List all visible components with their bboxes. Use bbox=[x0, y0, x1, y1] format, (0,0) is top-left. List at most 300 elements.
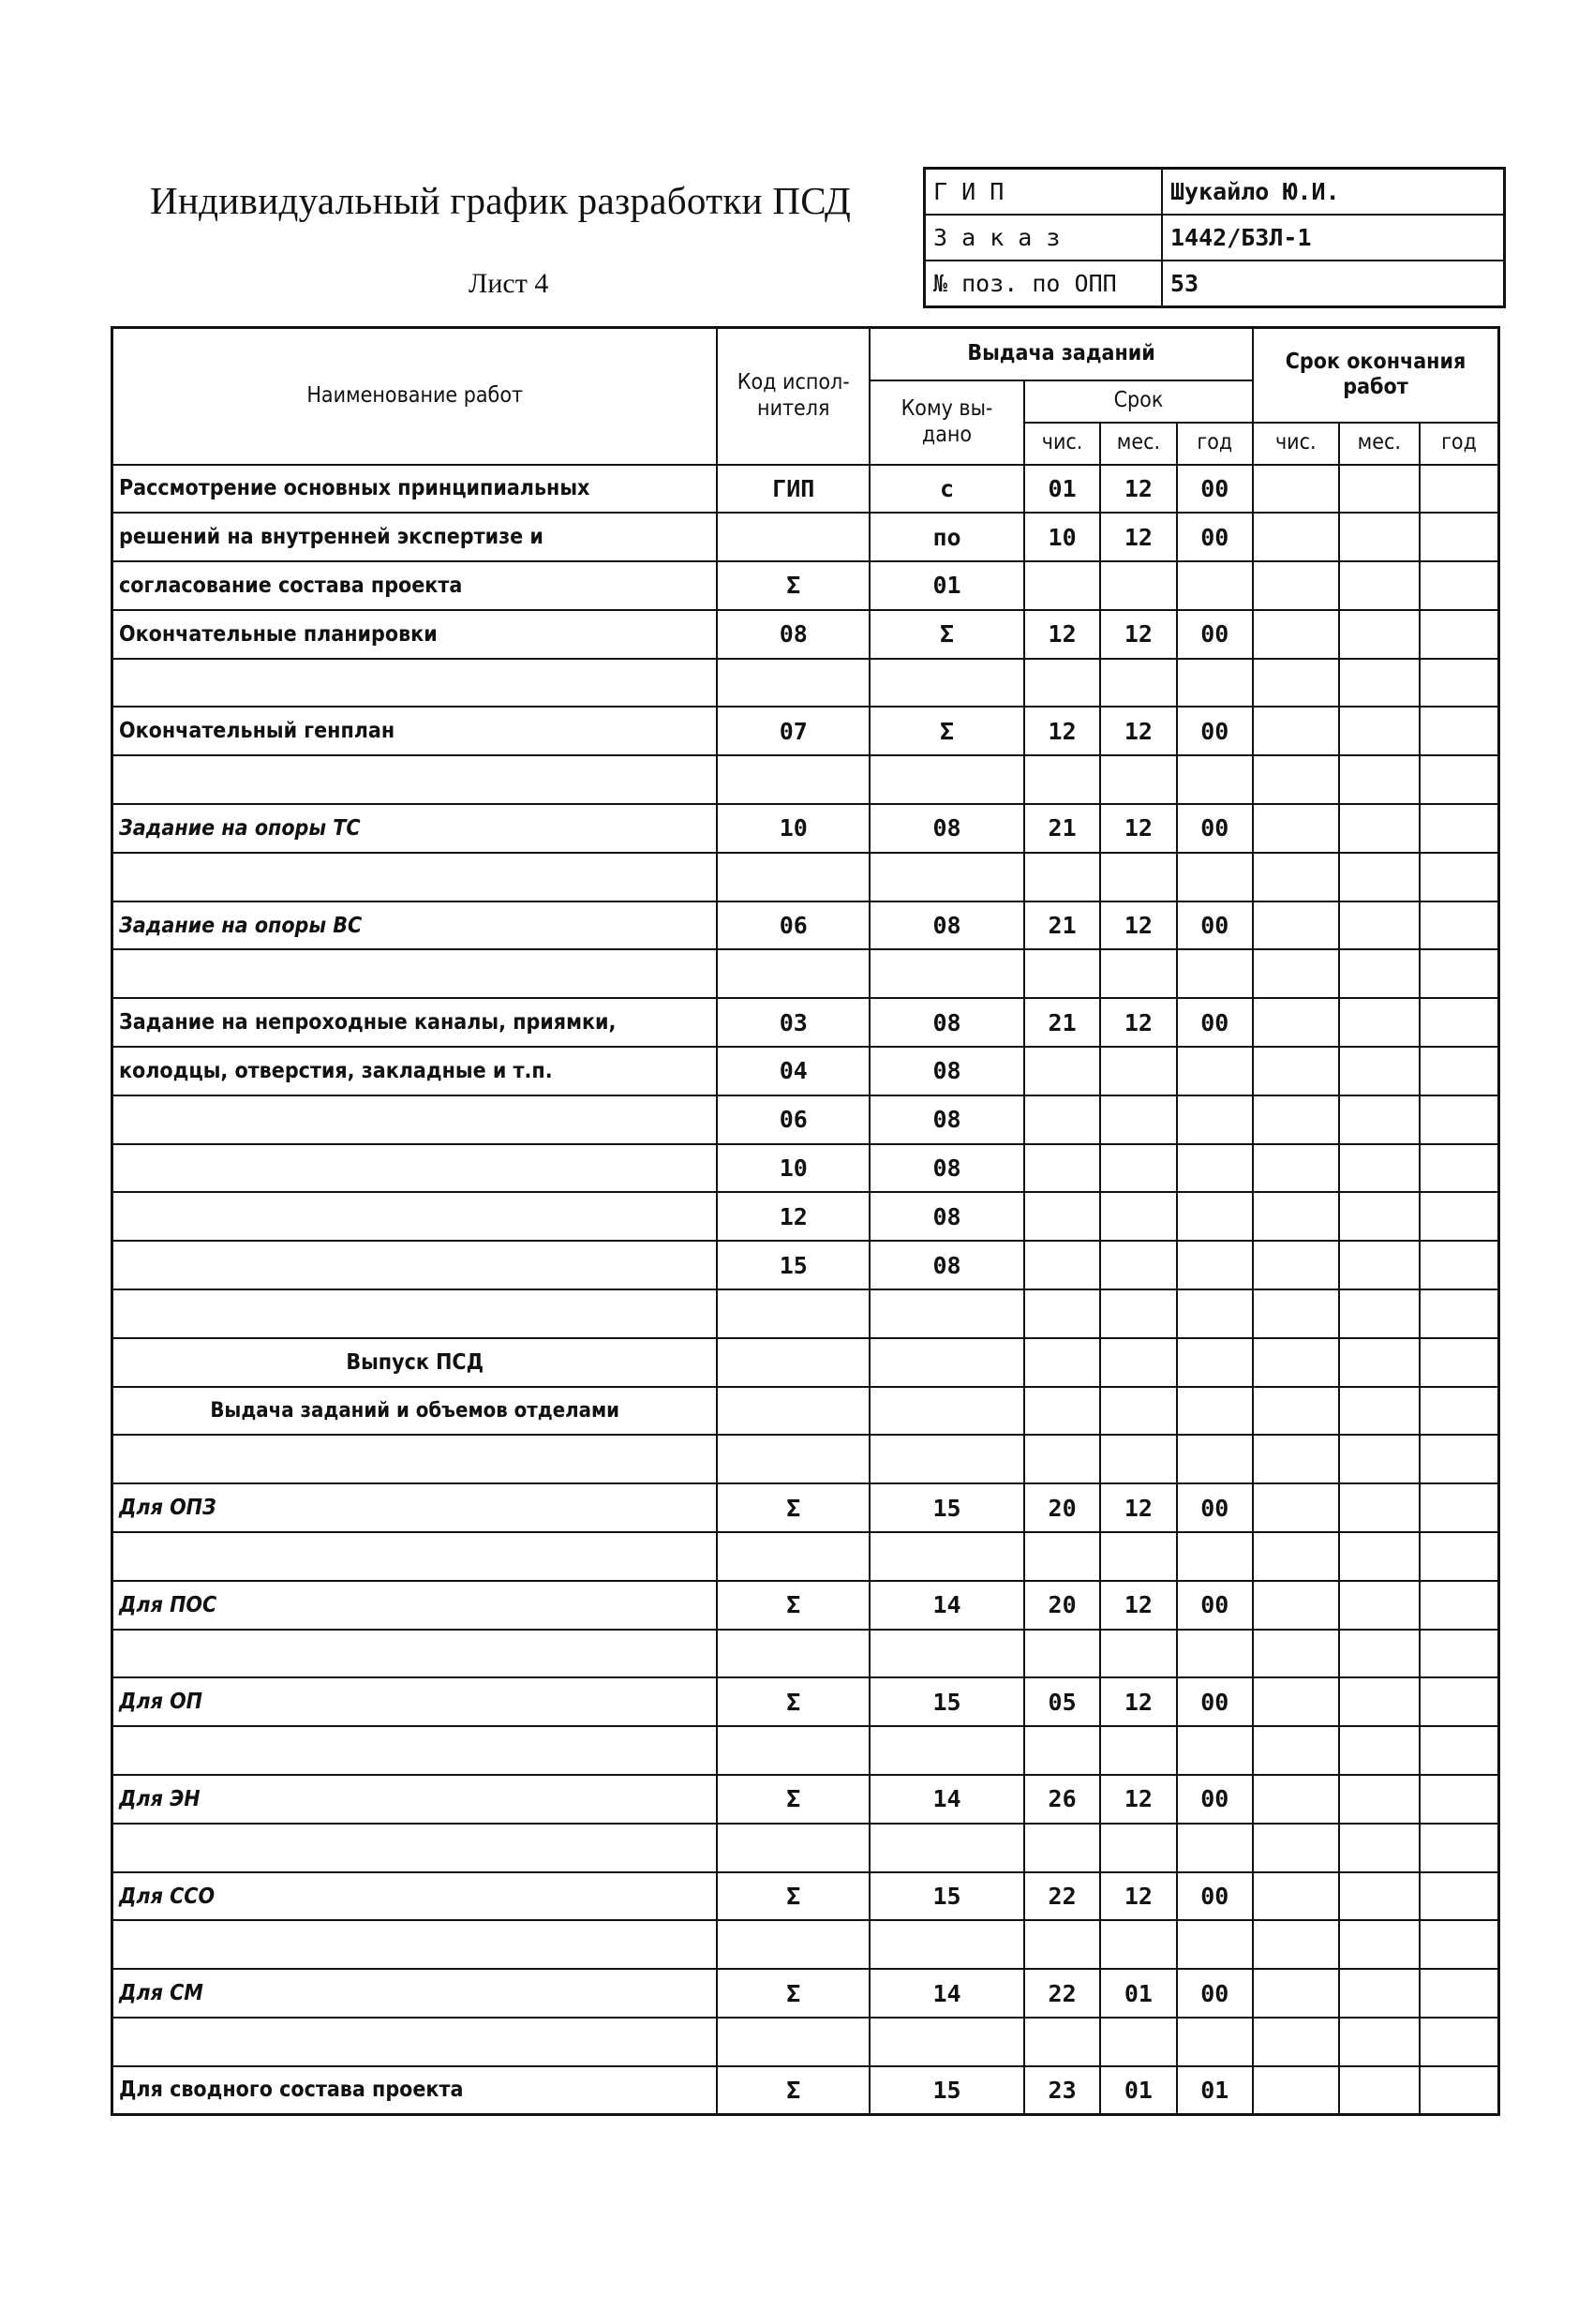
term-month: 01 bbox=[1100, 1969, 1176, 2018]
term-year: 00 bbox=[1177, 707, 1253, 755]
end-year bbox=[1420, 1241, 1499, 1289]
work-name: Для ОПЗ bbox=[112, 1483, 718, 1532]
term-day bbox=[1024, 1144, 1100, 1193]
info-label: № поз. по ОПП bbox=[925, 261, 1163, 307]
issued-to: 08 bbox=[870, 1095, 1024, 1144]
executor-code bbox=[717, 1824, 870, 1872]
end-month bbox=[1339, 1387, 1420, 1436]
issued-to bbox=[870, 2018, 1024, 2066]
term-day bbox=[1024, 1387, 1100, 1436]
term-year bbox=[1177, 1338, 1253, 1387]
end-year bbox=[1420, 2066, 1499, 2115]
term-day bbox=[1024, 1289, 1100, 1338]
term-month bbox=[1100, 1192, 1176, 1241]
term-month bbox=[1100, 949, 1176, 998]
end-day bbox=[1253, 1144, 1339, 1193]
work-name bbox=[112, 2018, 718, 2066]
end-year bbox=[1420, 707, 1499, 755]
end-month bbox=[1339, 804, 1420, 853]
end-year bbox=[1420, 610, 1499, 659]
end-year bbox=[1420, 1581, 1499, 1630]
term-year bbox=[1177, 1532, 1253, 1581]
end-day bbox=[1253, 949, 1339, 998]
end-day bbox=[1253, 1435, 1339, 1483]
executor-code bbox=[717, 1338, 870, 1387]
issued-to bbox=[870, 1630, 1024, 1678]
table-row bbox=[112, 1095, 1499, 1144]
end-day bbox=[1253, 1047, 1339, 1095]
executor-code bbox=[717, 2018, 870, 2066]
executor-code: 08 bbox=[717, 610, 870, 659]
term-day: 12 bbox=[1024, 707, 1100, 755]
end-month bbox=[1339, 2018, 1420, 2066]
work-name bbox=[112, 1920, 718, 1969]
term-year bbox=[1177, 561, 1253, 610]
end-day bbox=[1253, 1532, 1339, 1581]
term-day bbox=[1024, 1338, 1100, 1387]
end-year bbox=[1420, 1969, 1499, 2018]
end-day bbox=[1253, 755, 1339, 804]
term-year: 00 bbox=[1177, 1969, 1253, 2018]
term-month bbox=[1100, 1338, 1176, 1387]
end-year bbox=[1420, 1387, 1499, 1436]
end-day bbox=[1253, 1095, 1339, 1144]
project-info-table bbox=[923, 167, 1506, 308]
work-name: Для ПОС bbox=[112, 1581, 718, 1630]
col-header-end-year: год bbox=[1420, 423, 1499, 465]
term-month: 12 bbox=[1100, 610, 1176, 659]
executor-code bbox=[717, 1726, 870, 1775]
end-year bbox=[1420, 1726, 1499, 1775]
term-month: 12 bbox=[1100, 465, 1176, 514]
end-month bbox=[1339, 707, 1420, 755]
term-day bbox=[1024, 1630, 1100, 1678]
term-day bbox=[1024, 1532, 1100, 1581]
table-row bbox=[112, 949, 1499, 998]
end-month bbox=[1339, 1726, 1420, 1775]
end-year bbox=[1420, 513, 1499, 561]
term-month: 12 bbox=[1100, 513, 1176, 561]
end-month bbox=[1339, 853, 1420, 901]
end-day bbox=[1253, 1289, 1339, 1338]
col-header-day: чис. bbox=[1024, 423, 1100, 465]
work-name bbox=[112, 755, 718, 804]
end-year bbox=[1420, 1338, 1499, 1387]
term-month: 01 bbox=[1100, 2066, 1176, 2115]
term-month bbox=[1100, 1144, 1176, 1193]
work-name: колодцы, отверстия, закладные и т.п. bbox=[112, 1047, 718, 1095]
term-year: 00 bbox=[1177, 998, 1253, 1047]
col-header-year: год bbox=[1177, 423, 1253, 465]
issued-to: 08 bbox=[870, 1047, 1024, 1095]
end-month bbox=[1339, 1338, 1420, 1387]
end-month bbox=[1339, 901, 1420, 950]
term-year: 00 bbox=[1177, 465, 1253, 514]
term-month bbox=[1100, 853, 1176, 901]
end-year bbox=[1420, 1532, 1499, 1581]
work-name bbox=[112, 949, 718, 998]
term-month bbox=[1100, 1435, 1176, 1483]
end-year bbox=[1420, 659, 1499, 708]
col-header-term: Срок bbox=[1024, 380, 1253, 423]
term-month bbox=[1100, 1289, 1176, 1338]
table-row bbox=[112, 1435, 1499, 1483]
term-month bbox=[1100, 659, 1176, 708]
work-name: Выдача заданий и объемов отделами bbox=[112, 1387, 718, 1436]
table-row bbox=[112, 707, 1499, 755]
executor-code: Σ bbox=[717, 2066, 870, 2115]
end-month bbox=[1339, 1920, 1420, 1969]
end-day bbox=[1253, 1581, 1339, 1630]
work-name bbox=[112, 1095, 718, 1144]
work-name: Для сводного состава проекта bbox=[112, 2066, 718, 2115]
executor-code: 15 bbox=[717, 1241, 870, 1289]
issued-to bbox=[870, 755, 1024, 804]
end-day bbox=[1253, 561, 1339, 610]
table-row bbox=[112, 1726, 1499, 1775]
issued-to: 14 bbox=[870, 1969, 1024, 2018]
issued-to: 14 bbox=[870, 1775, 1024, 1824]
table-row bbox=[112, 755, 1499, 804]
end-year bbox=[1420, 755, 1499, 804]
end-year bbox=[1420, 1435, 1499, 1483]
end-month bbox=[1339, 755, 1420, 804]
end-month bbox=[1339, 1630, 1420, 1678]
term-day bbox=[1024, 949, 1100, 998]
term-month: 12 bbox=[1100, 1872, 1176, 1921]
end-year bbox=[1420, 804, 1499, 853]
executor-code: 12 bbox=[717, 1192, 870, 1241]
end-day bbox=[1253, 2018, 1339, 2066]
work-name: согласование состава проекта bbox=[112, 561, 718, 610]
term-month: 12 bbox=[1100, 804, 1176, 853]
end-year bbox=[1420, 2018, 1499, 2066]
executor-code: Σ bbox=[717, 561, 870, 610]
end-day bbox=[1253, 465, 1339, 514]
executor-code bbox=[717, 853, 870, 901]
info-label: З а к а з bbox=[925, 215, 1163, 261]
table-row bbox=[112, 1630, 1499, 1678]
term-month bbox=[1100, 1824, 1176, 1872]
issued-to bbox=[870, 1726, 1024, 1775]
table-row bbox=[112, 1920, 1499, 1969]
end-year bbox=[1420, 1872, 1499, 1921]
work-name: Задание на опоры ВС bbox=[112, 901, 718, 950]
end-day bbox=[1253, 1192, 1339, 1241]
end-year bbox=[1420, 465, 1499, 514]
info-value: 53 bbox=[1162, 261, 1505, 307]
term-month bbox=[1100, 1532, 1176, 1581]
end-day bbox=[1253, 804, 1339, 853]
term-year bbox=[1177, 1047, 1253, 1095]
term-day bbox=[1024, 1824, 1100, 1872]
end-year bbox=[1420, 1630, 1499, 1678]
end-year bbox=[1420, 949, 1499, 998]
term-year bbox=[1177, 1726, 1253, 1775]
term-year: 00 bbox=[1177, 1677, 1253, 1726]
term-month bbox=[1100, 1241, 1176, 1289]
end-day bbox=[1253, 1677, 1339, 1726]
term-month bbox=[1100, 1920, 1176, 1969]
issued-to bbox=[870, 1920, 1024, 1969]
issued-to: 08 bbox=[870, 1241, 1024, 1289]
term-month bbox=[1100, 2018, 1176, 2066]
executor-code bbox=[717, 949, 870, 998]
term-year bbox=[1177, 1289, 1253, 1338]
end-month bbox=[1339, 1872, 1420, 1921]
end-day bbox=[1253, 610, 1339, 659]
term-year: 00 bbox=[1177, 1775, 1253, 1824]
end-year bbox=[1420, 1289, 1499, 1338]
term-day: 21 bbox=[1024, 998, 1100, 1047]
end-day bbox=[1253, 659, 1339, 708]
end-year bbox=[1420, 1775, 1499, 1824]
term-month: 12 bbox=[1100, 1581, 1176, 1630]
work-name bbox=[112, 1824, 718, 1872]
table-row bbox=[112, 2018, 1499, 2066]
end-month bbox=[1339, 1969, 1420, 2018]
schedule-rows bbox=[112, 465, 1499, 2115]
work-name: Окончательные планировки bbox=[112, 610, 718, 659]
issued-to bbox=[870, 1532, 1024, 1581]
end-day bbox=[1253, 1338, 1339, 1387]
work-name: Для ССО bbox=[112, 1872, 718, 1921]
term-day: 20 bbox=[1024, 1581, 1100, 1630]
end-month bbox=[1339, 2066, 1420, 2115]
work-name bbox=[112, 1630, 718, 1678]
issued-to bbox=[870, 1435, 1024, 1483]
end-month bbox=[1339, 949, 1420, 998]
table-row bbox=[112, 610, 1499, 659]
term-day bbox=[1024, 1435, 1100, 1483]
issued-to: 15 bbox=[870, 1872, 1024, 1921]
info-label: Г И П bbox=[925, 169, 1163, 216]
issued-to: Σ bbox=[870, 707, 1024, 755]
term-month bbox=[1100, 1047, 1176, 1095]
work-name bbox=[112, 853, 718, 901]
issued-to: Σ bbox=[870, 610, 1024, 659]
term-year bbox=[1177, 1241, 1253, 1289]
term-month: 12 bbox=[1100, 998, 1176, 1047]
term-day bbox=[1024, 659, 1100, 708]
col-header-end-day: чис. bbox=[1253, 423, 1339, 465]
table-row bbox=[112, 1338, 1499, 1387]
executor-code: 07 bbox=[717, 707, 870, 755]
end-month bbox=[1339, 561, 1420, 610]
sheet-number: Лист 4 bbox=[469, 268, 549, 299]
issued-to bbox=[870, 949, 1024, 998]
work-name: Задание на непроходные каналы, приямки, bbox=[112, 998, 718, 1047]
table-row bbox=[112, 465, 1499, 514]
table-row bbox=[112, 513, 1499, 561]
term-day: 22 bbox=[1024, 1969, 1100, 2018]
table-row bbox=[112, 998, 1499, 1047]
term-year bbox=[1177, 1095, 1253, 1144]
end-year bbox=[1420, 853, 1499, 901]
term-year: 00 bbox=[1177, 1872, 1253, 1921]
executor-code: Σ bbox=[717, 1581, 870, 1630]
end-day bbox=[1253, 1483, 1339, 1532]
work-name bbox=[112, 1144, 718, 1193]
end-day bbox=[1253, 1872, 1339, 1921]
end-year bbox=[1420, 1144, 1499, 1193]
term-year: 00 bbox=[1177, 804, 1253, 853]
col-header-to-whom: Кому вы- дано bbox=[870, 380, 1024, 465]
work-name: Рассмотрение основных принципиальных bbox=[112, 465, 718, 514]
term-day: 10 bbox=[1024, 513, 1100, 561]
end-year bbox=[1420, 1677, 1499, 1726]
term-month: 12 bbox=[1100, 1483, 1176, 1532]
end-year bbox=[1420, 1483, 1499, 1532]
table-row bbox=[112, 1144, 1499, 1193]
executor-code: Σ bbox=[717, 1872, 870, 1921]
term-year bbox=[1177, 1192, 1253, 1241]
term-year: 00 bbox=[1177, 1483, 1253, 1532]
term-year bbox=[1177, 949, 1253, 998]
executor-code bbox=[717, 1435, 870, 1483]
table-row bbox=[112, 1289, 1499, 1338]
schedule-table bbox=[111, 326, 1500, 2116]
issued-to: 01 bbox=[870, 561, 1024, 610]
executor-code bbox=[717, 1630, 870, 1678]
end-day bbox=[1253, 1387, 1339, 1436]
executor-code: 10 bbox=[717, 1144, 870, 1193]
table-row bbox=[112, 1775, 1499, 1824]
table-row bbox=[112, 1192, 1499, 1241]
issued-to: 08 bbox=[870, 1192, 1024, 1241]
end-month bbox=[1339, 1435, 1420, 1483]
info-value: 1442/БЗЛ-1 bbox=[1162, 215, 1505, 261]
table-row bbox=[112, 901, 1499, 950]
table-row bbox=[112, 1581, 1499, 1630]
table-row bbox=[112, 1047, 1499, 1095]
executor-code bbox=[717, 1387, 870, 1436]
col-header-issue: Выдача заданий bbox=[870, 328, 1253, 380]
executor-code: 04 bbox=[717, 1047, 870, 1095]
table-row bbox=[112, 804, 1499, 853]
end-year bbox=[1420, 1095, 1499, 1144]
end-day bbox=[1253, 1630, 1339, 1678]
executor-code: Σ bbox=[717, 1677, 870, 1726]
end-year bbox=[1420, 1047, 1499, 1095]
end-year bbox=[1420, 1824, 1499, 1872]
term-year bbox=[1177, 1630, 1253, 1678]
executor-code: Σ bbox=[717, 1969, 870, 2018]
col-header-name: Наименование работ bbox=[112, 328, 718, 465]
issued-to: 15 bbox=[870, 2066, 1024, 2115]
term-day: 20 bbox=[1024, 1483, 1100, 1532]
issued-to: 08 bbox=[870, 804, 1024, 853]
info-value: Шукайло Ю.И. bbox=[1162, 169, 1505, 216]
term-day bbox=[1024, 1095, 1100, 1144]
table-row bbox=[112, 1872, 1499, 1921]
work-name: Задание на опоры ТС bbox=[112, 804, 718, 853]
table-row bbox=[112, 1241, 1499, 1289]
executor-code: 03 bbox=[717, 998, 870, 1047]
term-day bbox=[1024, 1920, 1100, 1969]
work-name bbox=[112, 659, 718, 708]
table-row bbox=[112, 2066, 1499, 2115]
end-day bbox=[1253, 513, 1339, 561]
end-month bbox=[1339, 1775, 1420, 1824]
end-month bbox=[1339, 1241, 1420, 1289]
executor-code bbox=[717, 1920, 870, 1969]
term-day: 05 bbox=[1024, 1677, 1100, 1726]
end-month bbox=[1339, 513, 1420, 561]
executor-code bbox=[717, 1289, 870, 1338]
issued-to: 08 bbox=[870, 1144, 1024, 1193]
term-year bbox=[1177, 1144, 1253, 1193]
end-day bbox=[1253, 2066, 1339, 2115]
end-day bbox=[1253, 901, 1339, 950]
executor-code: Σ bbox=[717, 1775, 870, 1824]
issued-to: с bbox=[870, 465, 1024, 514]
issued-to bbox=[870, 853, 1024, 901]
work-name: Окончательный генплан bbox=[112, 707, 718, 755]
term-month bbox=[1100, 1630, 1176, 1678]
executor-code bbox=[717, 755, 870, 804]
term-year bbox=[1177, 1824, 1253, 1872]
term-day: 21 bbox=[1024, 804, 1100, 853]
end-day bbox=[1253, 1824, 1339, 1872]
end-month bbox=[1339, 1144, 1420, 1193]
issued-to: 14 bbox=[870, 1581, 1024, 1630]
end-day bbox=[1253, 1726, 1339, 1775]
end-month bbox=[1339, 465, 1420, 514]
term-day: 23 bbox=[1024, 2066, 1100, 2115]
executor-code bbox=[717, 1532, 870, 1581]
term-day bbox=[1024, 1047, 1100, 1095]
term-day: 12 bbox=[1024, 610, 1100, 659]
term-year bbox=[1177, 755, 1253, 804]
work-name bbox=[112, 1192, 718, 1241]
term-month: 12 bbox=[1100, 1775, 1176, 1824]
work-name bbox=[112, 1726, 718, 1775]
end-year bbox=[1420, 561, 1499, 610]
table-row bbox=[112, 561, 1499, 610]
work-name: Для ЭН bbox=[112, 1775, 718, 1824]
end-day bbox=[1253, 1920, 1339, 1969]
term-day bbox=[1024, 1726, 1100, 1775]
work-name: Для ОП bbox=[112, 1677, 718, 1726]
end-month bbox=[1339, 1047, 1420, 1095]
term-month: 12 bbox=[1100, 1677, 1176, 1726]
end-month bbox=[1339, 1824, 1420, 1872]
term-month bbox=[1100, 1095, 1176, 1144]
executor-code: ГИП bbox=[717, 465, 870, 514]
term-month: 12 bbox=[1100, 707, 1176, 755]
col-header-executor: Код испол- нителя bbox=[717, 328, 870, 465]
term-month bbox=[1100, 561, 1176, 610]
issued-to: 15 bbox=[870, 1677, 1024, 1726]
term-day: 01 bbox=[1024, 465, 1100, 514]
info-row bbox=[925, 261, 1505, 307]
end-month bbox=[1339, 1677, 1420, 1726]
end-year bbox=[1420, 1192, 1499, 1241]
table-row bbox=[112, 1677, 1499, 1726]
end-month bbox=[1339, 1532, 1420, 1581]
executor-code bbox=[717, 659, 870, 708]
table-row bbox=[112, 1824, 1499, 1872]
issued-to: по bbox=[870, 513, 1024, 561]
term-month bbox=[1100, 1387, 1176, 1436]
end-day bbox=[1253, 1969, 1339, 2018]
term-year bbox=[1177, 659, 1253, 708]
work-name bbox=[112, 1241, 718, 1289]
term-day bbox=[1024, 561, 1100, 610]
end-month bbox=[1339, 1581, 1420, 1630]
term-year bbox=[1177, 2018, 1253, 2066]
